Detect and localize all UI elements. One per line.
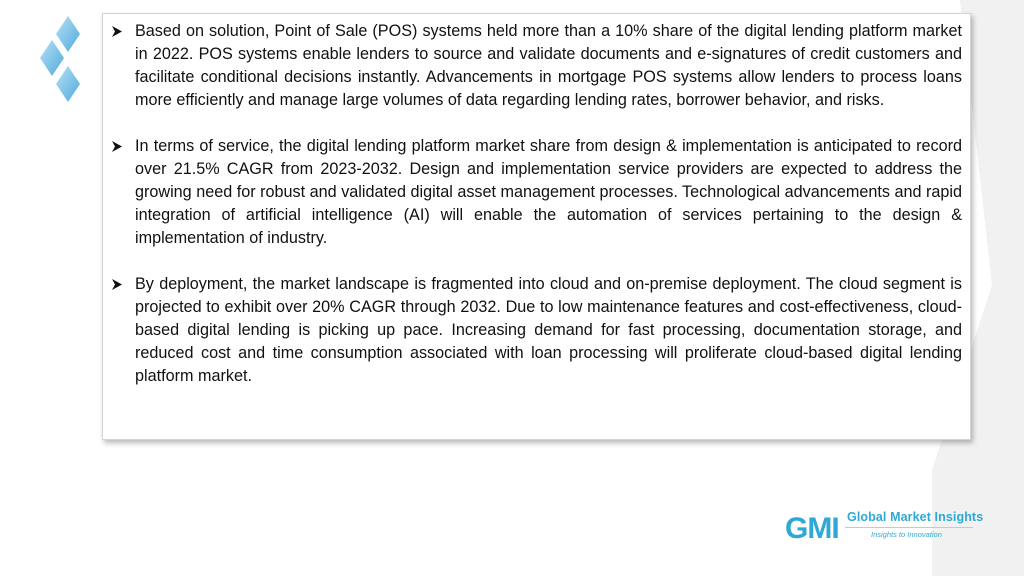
arrow-bullet-icon <box>112 26 122 37</box>
bullet-text: In terms of service, the digital lending platform market share from design & implementation is anticipated to record over 21.5% CAGR from 2023-2032. Design and implementation service providers are expected to address the growing need for robust and validated digital asset management processes. Technological advancements and rapid integration of artificial intelligence (AI) will enable the automation of services pertaining to the design & implementation of industry. <box>135 137 962 247</box>
content-box <box>102 13 971 440</box>
logo-divider <box>845 527 973 528</box>
arrow-bullet-icon <box>112 141 122 152</box>
company-logo <box>785 508 984 544</box>
logo-tagline: Insights to Innovation <box>871 530 942 539</box>
bullet-text: Based on solution, Point of Sale (POS) systems held more than a 10% share of the digital lending platform market in 2022. POS systems enable lenders to source and validate documents and e-signatures of credit customers and facilitate conditional decisions instantly. Advancements in mortgage POS systems allow lenders to process loans more efficiently and manage large volumes of data regarding lending rates, borrower behavior, and risks. <box>135 22 962 109</box>
arrow-bullet-icon <box>112 279 122 290</box>
diamond-decoration-icon <box>36 14 84 108</box>
svg-text:GMI: GMI <box>785 512 839 544</box>
bullet-text: By deployment, the market landscape is fragmented into cloud and on-premise deployment. The cloud segment is projected to exhibit over 20% CAGR through 2032. Due to low maintenance features and cost-effectiveness, cloud-based digital lending is picking up pace. Increasing demand for fast processing, documentation storage, and reduced cost and time consumption associated with loan processing will proliferate cloud-based digital lending platform market. <box>135 275 962 385</box>
bullet-item <box>111 20 962 112</box>
bullet-item <box>111 273 962 388</box>
gmi-logo-icon <box>785 508 843 544</box>
bullet-item <box>111 135 962 250</box>
logo-company-name: Global Market Insights <box>847 510 984 524</box>
